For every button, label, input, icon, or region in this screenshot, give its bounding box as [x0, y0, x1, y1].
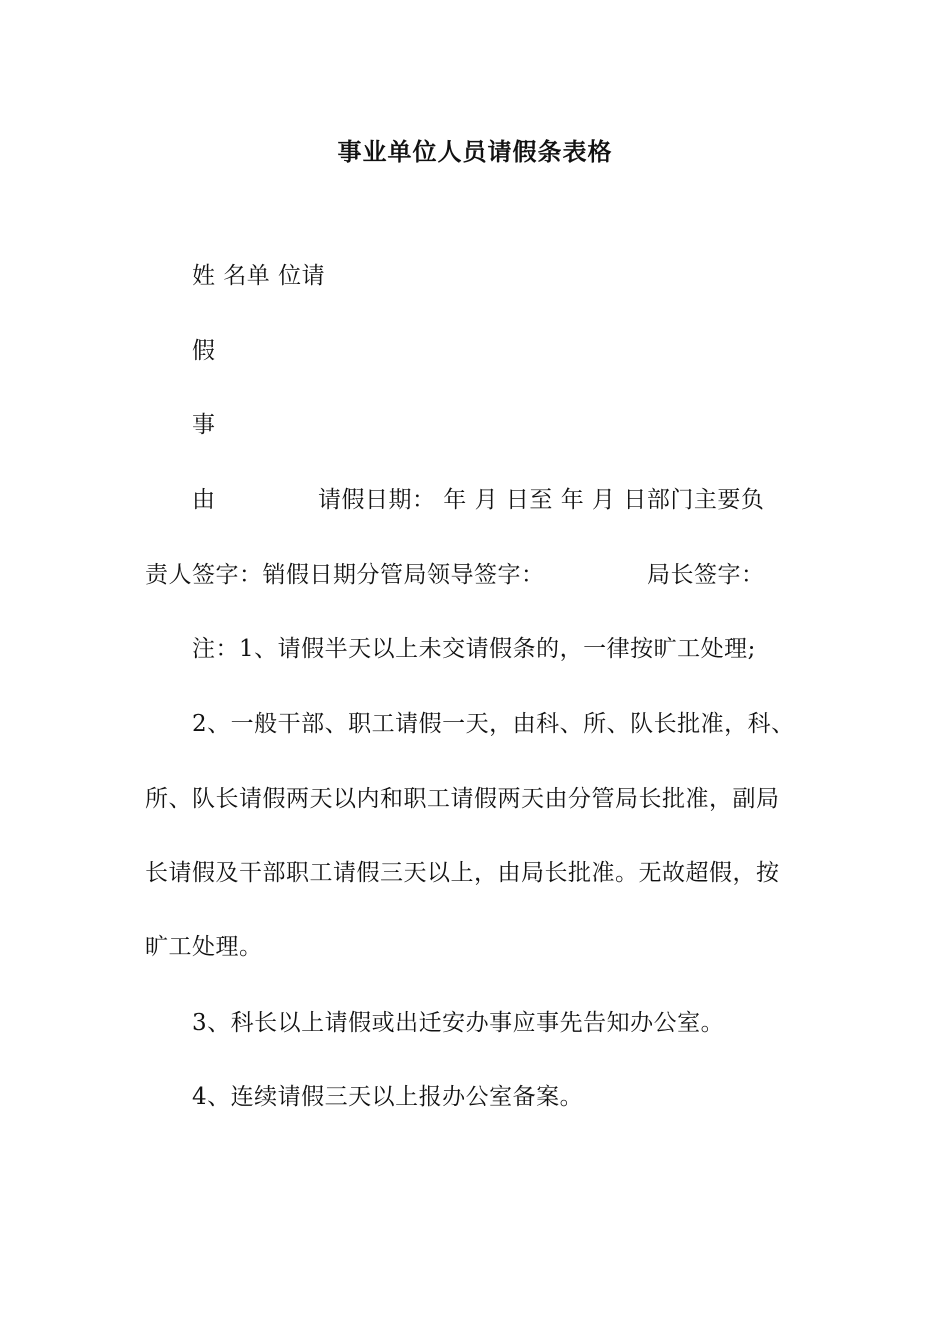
- director-signature: 局长签字：: [647, 562, 765, 588]
- reason-label-char-1: 假: [192, 338, 216, 364]
- note-3: 3、科长以上请假或出迁安办事应事先告知办公室。: [192, 1010, 725, 1036]
- page-title: 事业单位人员请假条表格: [337, 137, 613, 166]
- leave-date-line: 请假日期： 年 月 日至 年 月 日部门主要负: [318, 487, 765, 513]
- name-unit-line: 姓 名单 位请: [192, 263, 326, 289]
- signature-line: 责人签字：销假日期分管局领导签字：: [145, 562, 545, 588]
- note-4: 4、连续请假三天以上报办公室备案。: [192, 1084, 584, 1110]
- note-2-line-1: 2、一般干部、职工请假一天，由科、所、队长批准，科、: [192, 711, 795, 737]
- note-2-line-2: 所、队长请假两天以内和职工请假两天由分管局长批准，副局: [145, 786, 780, 812]
- reason-label-char-3: 由: [192, 487, 216, 513]
- note-1: 注：1、请假半天以上未交请假条的，一律按旷工处理;: [192, 636, 756, 662]
- note-2-line-3: 长请假及干部职工请假三天以上，由局长批准。无故超假，按: [145, 860, 780, 886]
- note-2-line-4: 旷工处理。: [145, 934, 263, 960]
- reason-label-char-2: 事: [192, 412, 216, 438]
